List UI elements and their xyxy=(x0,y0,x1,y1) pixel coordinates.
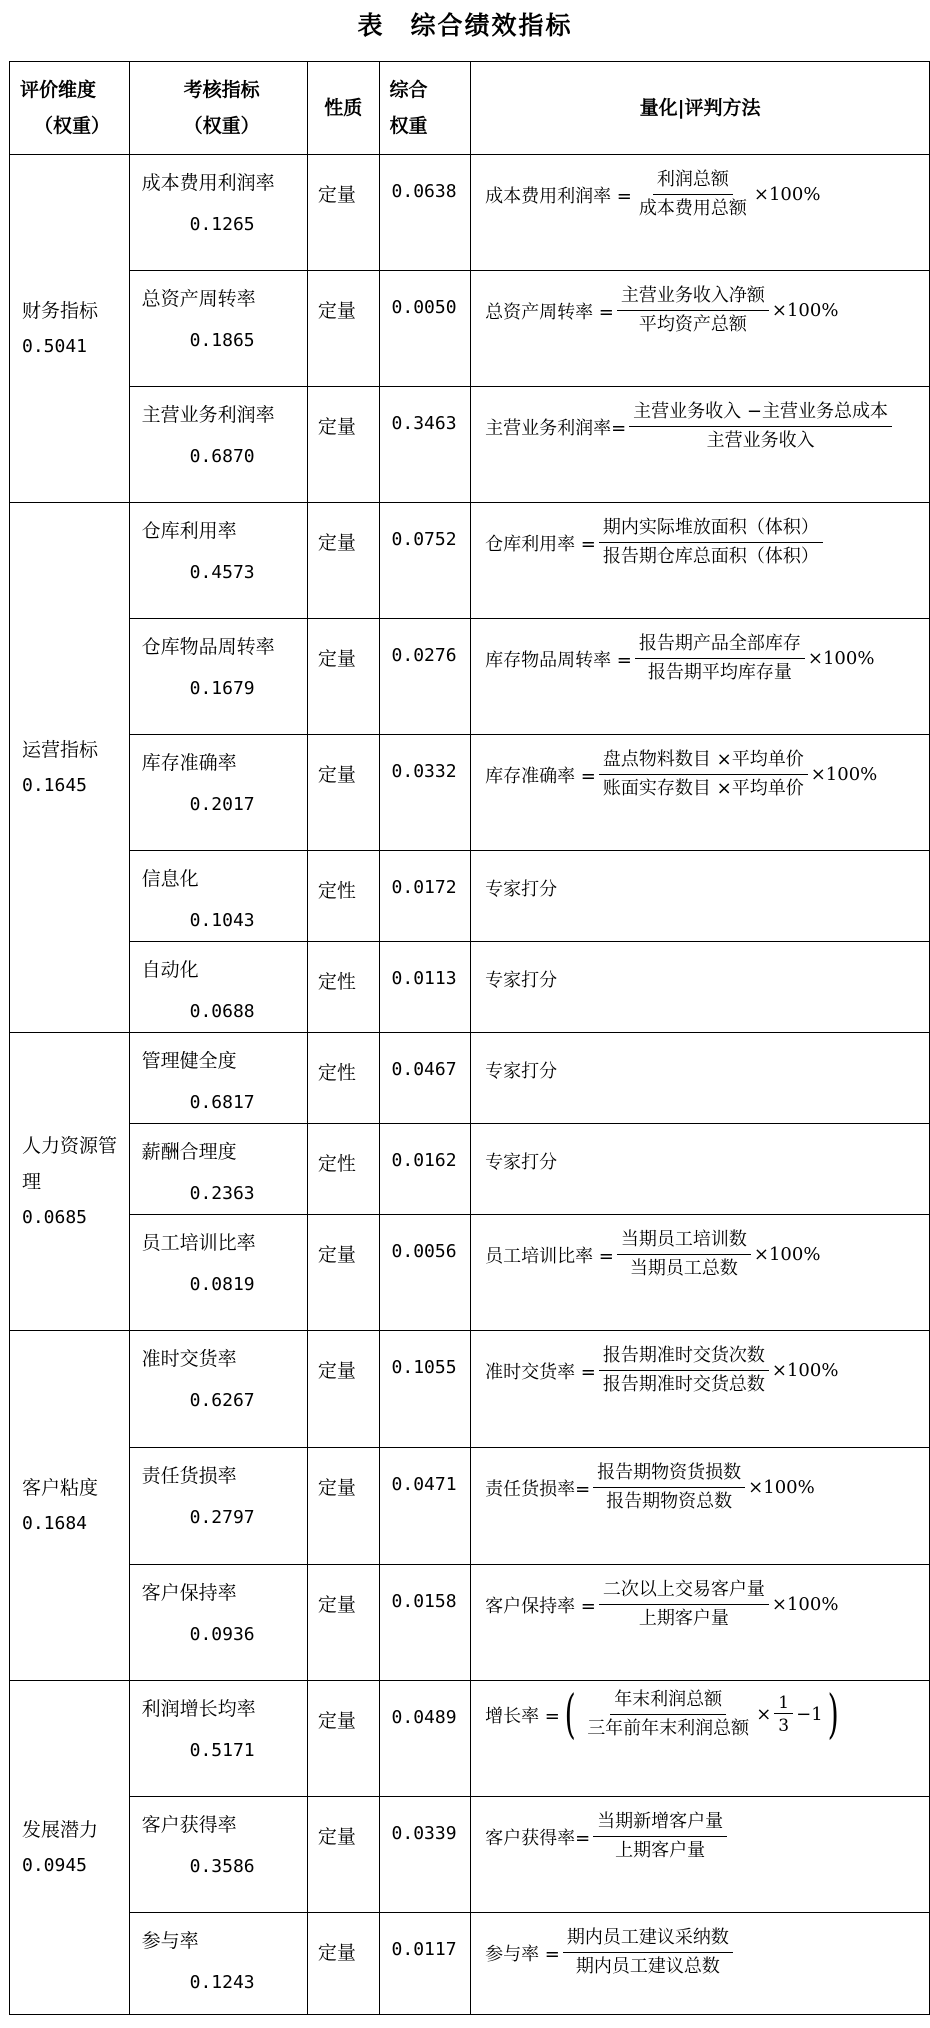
formula-numerator: 报告期产品全部库存 xyxy=(635,633,805,659)
formula-numerator: 当期新增客户量 xyxy=(593,1811,727,1837)
dimension-name: 人力资源管理 xyxy=(22,1134,118,1193)
indicator-cell xyxy=(129,1797,307,1913)
formula-suffix: ×100% xyxy=(771,300,839,321)
indicator-name: 管理健全度 xyxy=(141,1050,237,1072)
header-indicator-line1: 考核指标 xyxy=(183,79,260,101)
formula xyxy=(485,401,895,452)
nature-cell: 定量 xyxy=(307,387,379,503)
composite-weight-cell: 0.0172 xyxy=(379,851,471,942)
formula-fraction xyxy=(635,633,805,684)
table-row xyxy=(10,1331,930,1448)
formula-numerator: 报告期物资货损数 xyxy=(593,1462,745,1488)
formula xyxy=(485,1345,838,1396)
method-cell xyxy=(471,1448,930,1565)
dimension-weight: 0.0945 xyxy=(22,1854,88,1876)
table-row xyxy=(10,387,930,503)
formula xyxy=(485,285,838,336)
formula-fraction xyxy=(593,1462,745,1513)
composite-weight-cell: 0.0752 xyxy=(379,503,471,619)
formula-numerator: 主营业务收入 −主营业务总成本 xyxy=(629,401,892,427)
header-composite-weight xyxy=(379,62,471,155)
formula-denominator: 报告期物资总数 xyxy=(606,1491,733,1512)
table-row xyxy=(10,1797,930,1913)
formula xyxy=(485,517,826,568)
indicator-cell xyxy=(129,851,307,942)
growth-formula xyxy=(485,1684,843,1745)
method-cell xyxy=(471,271,930,387)
indicator-name: 信息化 xyxy=(141,868,199,890)
method-text: 专家打分 xyxy=(485,970,558,991)
composite-weight-cell: 0.0638 xyxy=(379,155,471,271)
indicator-weight: 0.1679 xyxy=(189,678,255,699)
indicator-cell xyxy=(129,155,307,271)
dimension-cell xyxy=(10,1331,130,1681)
composite-weight-cell: 0.0489 xyxy=(379,1681,471,1797)
formula-fraction xyxy=(599,517,823,568)
formula-label: 库存准确率 = xyxy=(485,765,596,787)
dimension-name: 运营指标 xyxy=(22,738,99,761)
formula xyxy=(485,1462,815,1513)
formula-label: 客户保持率 = xyxy=(485,1595,596,1617)
table-row xyxy=(10,1124,930,1215)
composite-weight-cell: 0.0332 xyxy=(379,735,471,851)
header-method: 量化|评判方法 xyxy=(471,62,930,155)
formula-suffix: ×100% xyxy=(810,764,878,785)
indicator-name: 自动化 xyxy=(141,959,199,981)
dimension-cell xyxy=(10,155,130,503)
table-row xyxy=(10,851,930,942)
indicator-weight: 0.4573 xyxy=(189,562,255,583)
header-dimension xyxy=(10,62,130,155)
formula-tail: −1 xyxy=(796,1704,823,1725)
formula-fraction xyxy=(617,1229,751,1280)
formula-denominator: 报告期仓库总面积（体积） xyxy=(602,546,819,567)
composite-weight-cell: 0.3463 xyxy=(379,387,471,503)
header-cw-line1: 综合 xyxy=(389,79,428,101)
indicator-weight: 0.2363 xyxy=(189,1183,255,1204)
formula-denominator: 平均资产总额 xyxy=(638,314,747,335)
formula-denominator: 账面实存数目 ×平均单价 xyxy=(602,778,804,799)
nature-cell: 定性 xyxy=(307,1033,379,1124)
dimension-cell xyxy=(10,1033,130,1331)
dimension-cell xyxy=(10,1681,130,2015)
indicator-cell xyxy=(129,1681,307,1797)
formula-label: 增长率 = xyxy=(485,1705,560,1727)
indicator-cell xyxy=(129,619,307,735)
composite-weight-cell: 0.0158 xyxy=(379,1565,471,1681)
indicator-name: 利润增长均率 xyxy=(141,1698,256,1720)
formula-suffix: ×100% xyxy=(753,1244,821,1265)
indicator-weight: 0.0688 xyxy=(189,1001,255,1022)
indicator-cell xyxy=(129,1913,307,2015)
composite-weight-cell: 0.0050 xyxy=(379,271,471,387)
indicator-cell xyxy=(129,942,307,1033)
method-cell xyxy=(471,1681,930,1797)
table-row xyxy=(10,1033,930,1124)
indicator-weight: 0.1265 xyxy=(189,214,255,235)
left-paren: ( xyxy=(564,1684,576,1745)
title-prefix: 表 xyxy=(357,11,385,40)
indicator-name: 参与率 xyxy=(141,1930,199,1952)
formula xyxy=(485,1927,736,1978)
nature-cell: 定量 xyxy=(307,619,379,735)
nature-cell: 定量 xyxy=(307,503,379,619)
formula-suffix: ×100% xyxy=(771,1594,839,1615)
formula-fraction xyxy=(599,1579,769,1630)
nature-cell: 定量 xyxy=(307,1565,379,1681)
indicator-name: 薪酬合理度 xyxy=(141,1141,237,1163)
table-row xyxy=(10,1565,930,1681)
table-row xyxy=(10,1448,930,1565)
table-row xyxy=(10,735,930,851)
dimension-weight: 0.1684 xyxy=(22,1512,88,1534)
header-nature: 性质 xyxy=(307,62,379,155)
indicator-cell xyxy=(129,1331,307,1448)
formula xyxy=(485,633,874,684)
dimension-name: 发展潜力 xyxy=(22,1818,99,1841)
formula-denominator: 报告期平均库存量 xyxy=(647,662,792,683)
formula-suffix: ×100% xyxy=(753,184,821,205)
nature-cell: 定量 xyxy=(307,271,379,387)
indicator-weight: 0.6870 xyxy=(189,446,255,467)
composite-weight-cell: 0.0113 xyxy=(379,942,471,1033)
header-indicator-line2: （权重） xyxy=(183,115,260,137)
exponent-fraction xyxy=(774,1694,793,1735)
indicator-name: 总资产周转率 xyxy=(141,288,256,310)
composite-weight-cell: 0.0339 xyxy=(379,1797,471,1913)
method-cell xyxy=(471,503,930,619)
indicator-weight: 0.0936 xyxy=(189,1624,255,1645)
nature-cell: 定量 xyxy=(307,1215,379,1331)
formula-denominator: 主营业务收入 xyxy=(706,430,815,451)
method-cell xyxy=(471,1913,930,2015)
method-cell xyxy=(471,942,930,1033)
formula xyxy=(485,1579,838,1630)
formula-fraction xyxy=(629,401,892,452)
formula-label: 责任货损率= xyxy=(485,1478,591,1500)
formula-suffix: ×100% xyxy=(807,648,875,669)
formula-numerator: 期内实际堆放面积（体积） xyxy=(599,517,823,543)
nature-cell: 定性 xyxy=(307,942,379,1033)
nature-cell: 定量 xyxy=(307,735,379,851)
table-row xyxy=(10,942,930,1033)
formula-label: 总资产周转率 = xyxy=(485,301,614,323)
indicator-name: 责任货损率 xyxy=(141,1465,237,1487)
composite-weight-cell: 0.0467 xyxy=(379,1033,471,1124)
table-row xyxy=(10,1913,930,2015)
dimension-cell xyxy=(10,503,130,1033)
formula-denominator: 当期员工总数 xyxy=(629,1258,738,1279)
dimension-weight: 0.1645 xyxy=(22,774,88,796)
table-body xyxy=(10,155,930,2015)
right-paren: ) xyxy=(827,1684,839,1745)
composite-weight-cell: 0.0162 xyxy=(379,1124,471,1215)
formula-numerator: 主营业务收入净额 xyxy=(617,285,769,311)
page-title xyxy=(0,6,930,42)
formula-label: 客户获得率= xyxy=(485,1827,591,1849)
formula-numerator: 期内员工建议采纳数 xyxy=(563,1927,733,1953)
indicator-name: 主营业务利润率 xyxy=(141,404,275,426)
nature-cell: 定量 xyxy=(307,1331,379,1448)
dimension-weight: 0.0685 xyxy=(22,1206,88,1228)
method-cell xyxy=(471,1797,930,1913)
indicator-cell xyxy=(129,503,307,619)
formula-label: 库存物品周转率 = xyxy=(485,649,632,671)
indicator-cell xyxy=(129,735,307,851)
formula-fraction xyxy=(599,1345,769,1396)
title-text: 综合绩效指标 xyxy=(410,11,573,40)
formula xyxy=(485,749,877,800)
composite-weight-cell: 0.0471 xyxy=(379,1448,471,1565)
table-row xyxy=(10,155,930,271)
exponent-numerator: 1 xyxy=(774,1694,793,1714)
formula-label: 主营业务利润率= xyxy=(485,417,627,439)
method-cell xyxy=(471,387,930,503)
indicator-weight: 0.1243 xyxy=(189,1972,255,1993)
formula-fraction xyxy=(617,285,769,336)
indicator-weight: 0.3586 xyxy=(189,1856,255,1877)
indicator-name: 仓库物品周转率 xyxy=(141,636,275,658)
formula-numerator: 二次以上交易客户量 xyxy=(599,1579,769,1605)
indicator-weight: 0.2017 xyxy=(189,794,255,815)
indicator-cell xyxy=(129,387,307,503)
indicator-weight: 0.2797 xyxy=(189,1507,255,1528)
formula-label: 仓库利用率 = xyxy=(485,533,596,555)
method-cell xyxy=(471,735,930,851)
formula-numerator: 利润总额 xyxy=(653,169,733,195)
formula-suffix: ×100% xyxy=(748,1477,815,1498)
formula-fraction xyxy=(563,1927,733,1978)
method-cell xyxy=(471,1124,930,1215)
formula xyxy=(485,1229,820,1280)
indicator-cell xyxy=(129,1565,307,1681)
indicator-cell xyxy=(129,1448,307,1565)
indicator-cell xyxy=(129,1033,307,1124)
table-row xyxy=(10,503,930,619)
method-cell xyxy=(471,1565,930,1681)
indicator-name: 准时交货率 xyxy=(141,1348,237,1370)
composite-weight-cell: 0.0117 xyxy=(379,1913,471,2015)
formula-numerator: 盘点物料数目 ×平均单价 xyxy=(599,749,808,775)
formula-suffix: ×100% xyxy=(771,1360,839,1381)
table-row xyxy=(10,271,930,387)
indicator-weight: 0.6267 xyxy=(189,1390,255,1411)
formula-fraction xyxy=(599,749,808,800)
formula-numerator: 当期员工培训数 xyxy=(617,1229,751,1255)
indicator-name: 客户获得率 xyxy=(141,1814,237,1836)
times-sign: × xyxy=(756,1704,772,1725)
method-cell xyxy=(471,1331,930,1448)
indicator-name: 仓库利用率 xyxy=(141,520,237,542)
composite-weight-cell: 0.0276 xyxy=(379,619,471,735)
header-row xyxy=(10,62,930,155)
indicator-weight: 0.0819 xyxy=(189,1274,255,1295)
indicator-name: 员工培训比率 xyxy=(141,1232,256,1254)
indicator-weight: 0.1865 xyxy=(189,330,255,351)
indicator-weight: 0.5171 xyxy=(189,1740,255,1761)
nature-cell: 定量 xyxy=(307,155,379,271)
indicator-weight: 0.1043 xyxy=(189,910,255,931)
dimension-weight: 0.5041 xyxy=(22,335,88,357)
table-row xyxy=(10,1215,930,1331)
formula xyxy=(485,169,820,220)
dimension-name: 财务指标 xyxy=(22,299,99,322)
formula-denominator: 成本费用总额 xyxy=(638,198,747,219)
formula xyxy=(485,1811,730,1862)
formula-label: 员工培训比率 = xyxy=(485,1245,614,1267)
dimension-name: 客户粘度 xyxy=(22,1476,99,1499)
nature-cell: 定性 xyxy=(307,1124,379,1215)
formula-fraction xyxy=(635,169,751,220)
header-dimension-line2: （权重） xyxy=(34,115,111,137)
formula-denominator: 报告期准时交货总数 xyxy=(602,1374,765,1395)
composite-weight-cell: 0.1055 xyxy=(379,1331,471,1448)
formula-denominator: 三年前年末利润总额 xyxy=(587,1718,750,1739)
indicator-weight: 0.6817 xyxy=(189,1092,255,1113)
method-text: 专家打分 xyxy=(485,879,558,900)
formula-denominator: 上期客户量 xyxy=(638,1608,729,1629)
indicator-cell xyxy=(129,1215,307,1331)
indicator-name: 成本费用利润率 xyxy=(141,172,275,194)
indicator-name: 库存准确率 xyxy=(141,752,237,774)
method-cell xyxy=(471,1215,930,1331)
formula-denominator: 上期客户量 xyxy=(615,1840,706,1861)
exponent-denominator: 3 xyxy=(778,1716,790,1736)
nature-cell: 定性 xyxy=(307,851,379,942)
composite-weight-cell: 0.0056 xyxy=(379,1215,471,1331)
table-row xyxy=(10,1681,930,1797)
header-indicator xyxy=(129,62,307,155)
formula-label: 成本费用利润率 = xyxy=(485,185,632,207)
indicator-cell xyxy=(129,271,307,387)
header-cw-line2: 权重 xyxy=(389,115,428,137)
formula-label: 准时交货率 = xyxy=(485,1361,596,1383)
method-cell xyxy=(471,851,930,942)
nature-cell: 定量 xyxy=(307,1797,379,1913)
nature-cell: 定量 xyxy=(307,1913,379,2015)
formula-numerator: 年末利润总额 xyxy=(610,1689,726,1715)
method-text: 专家打分 xyxy=(485,1061,558,1082)
header-dimension-line1: 评价维度 xyxy=(20,79,97,101)
formula-fraction xyxy=(583,1689,753,1740)
nature-cell: 定量 xyxy=(307,1681,379,1797)
method-cell xyxy=(471,1033,930,1124)
method-text: 专家打分 xyxy=(485,1152,558,1173)
indicator-cell xyxy=(129,1124,307,1215)
method-cell xyxy=(471,619,930,735)
formula-label: 参与率 = xyxy=(485,1943,560,1965)
performance-index-table xyxy=(9,61,930,2015)
indicator-name: 客户保持率 xyxy=(141,1582,237,1604)
table-row xyxy=(10,619,930,735)
formula-fraction xyxy=(593,1811,727,1862)
formula-numerator: 报告期准时交货次数 xyxy=(599,1345,769,1371)
formula-denominator: 期内员工建议总数 xyxy=(575,1956,720,1977)
nature-cell: 定量 xyxy=(307,1448,379,1565)
method-cell xyxy=(471,155,930,271)
